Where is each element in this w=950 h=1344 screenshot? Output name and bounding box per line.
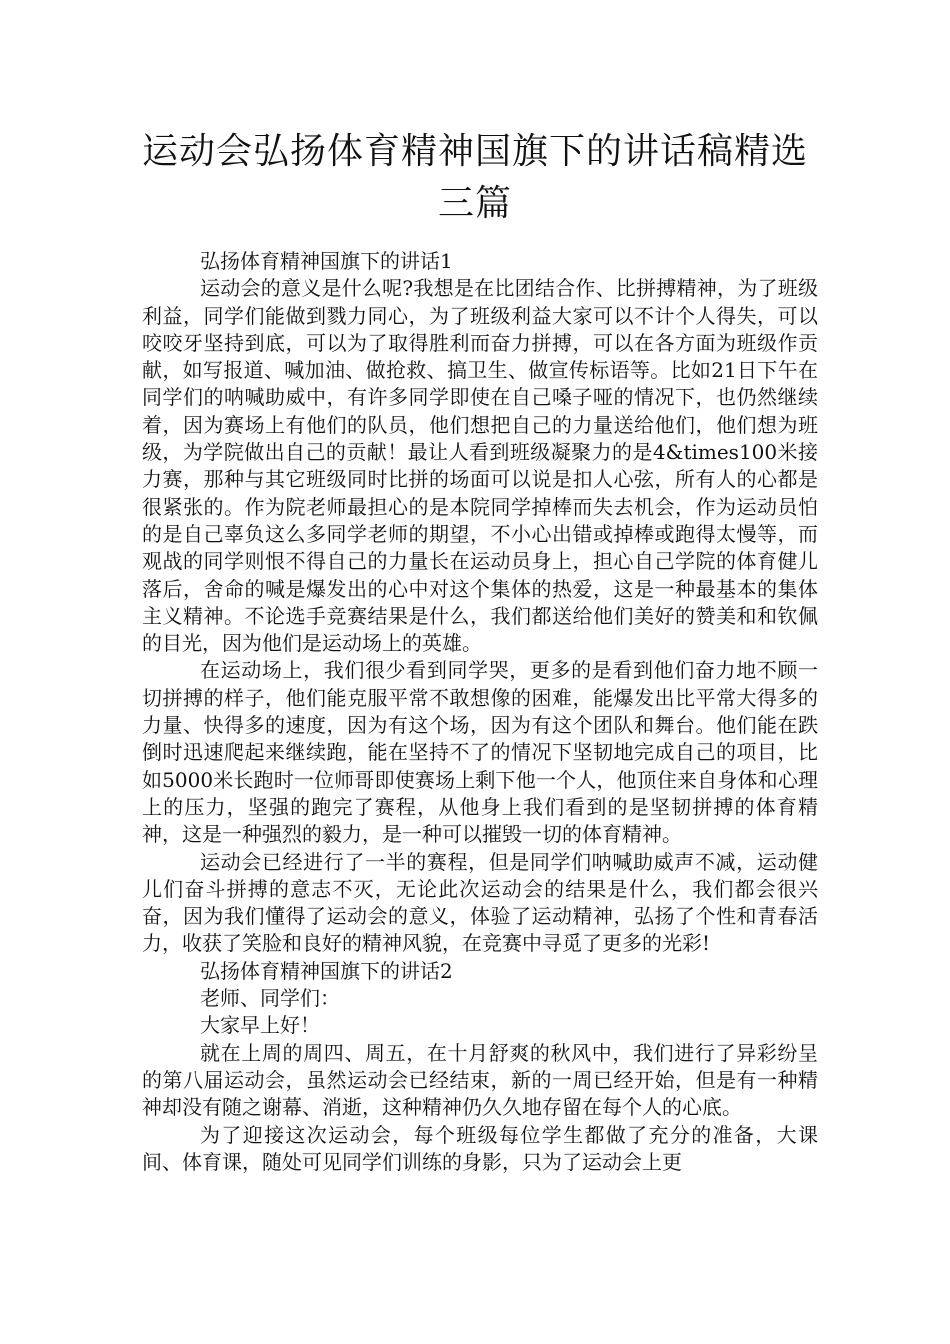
document-title: 运动会弘扬体育精神国旗下的讲话稿精选三篇 [141, 131, 808, 224]
salutation: 老师、同学们： [200, 986, 340, 1011]
paragraph: 就在上周的周四、周五，在十月舒爽的秋风中，我们进行了异彩纷呈的第八届运动会，虽然运动会已经结束，新的一周已经开始，但是有一种精神却没有随之谢幕、消逝，这种精神仍久久地存留在每个人的心底。 [142, 1040, 818, 1120]
paragraph: 在运动场上，我们很少看到同学哭，更多的是看到他们奋力地不顾一切拼搏的样子，他们能克服平常不敢想像的困难，能爆发出比平常大得多的力量、快得多的速度，因为有这个场，因为有这个团队和舞台。他们能在跌倒时迅速爬起来继续跑，能在坚持不了的情况下坚韧地完成自己的项目，比如5000米长跑时一位师哥即使赛场上剩下他一个人，他顶住来自身体和心理上的压力，坚强的跑完了赛程，从他身上我们看到的是坚韧拼搏的体育精神，这是一种强烈的毅力，是一种可以摧毁一切的体育精神。 [142, 658, 818, 847]
section-heading-1: 弘扬体育精神国旗下的讲话1 [200, 249, 453, 273]
greeting: 大家早上好！ [200, 1013, 320, 1038]
section-heading-2: 弘扬体育精神国旗下的讲话2 [200, 958, 453, 983]
paragraph: 为了迎接这次运动会，每个班级每位学生都做了充分的准备，大课间、体育课，随处可见同学们训练的身影，只为了运动会上更 [142, 1122, 818, 1174]
document-body [142, 248, 818, 1176]
paragraph: 运动会的意义是什么呢?我想是在比团结合作、比拼搏精神，为了班级利益，同学们能做到戮力同心，为了班级利益大家可以不计个人得失，可以咬咬牙坚持到底，可以为了取得胜利而奋力拼搏，可以在各方面为班级作贡献，如写报道、喊加油、做抢救、搞卫生、做宣传标语等。比如21日下午在同学们的呐喊助威中，有许多同学即使在自己嗓子哑的情况下，也仍然继续着，因为赛场上有他们的队员，他们想把自己的力量送给他们，他们想为班级，为学院做出自己的贡献！最让人看到班级凝聚力的是4&times100米接力赛，那种与其它班级同时比拼的场面可以说是扣人心弦，所有人的心都是很紧张的。作为院老师最担心的是本院同学掉棒而失去机会，作为运动员怕的是自己辜负这么多同学老师的期望，不小心出错或掉棒或跑得太慢等，而观战的同学则恨不得自己的力量长在运动员身上，担心自己学院的体育健儿落后，舍命的喊是爆发出的心中对这个集体的热爱，这是一种最基本的集体主义精神。不论选手竞赛结果是什么，我们都送给他们美好的赞美和和钦佩的目光，因为他们是运动场上的英雄。 [142, 276, 818, 656]
paragraph: 运动会已经进行了一半的赛程，但是同学们呐喊助威声不减，运动健儿们奋斗拼搏的意志不灭，无论此次运动会的结果是什么，我们都会很兴奋，因为我们懂得了运动会的意义，体验了运动精神，弘扬了个性和青春活力，收获了笑脸和良好的精神风貌，在竞赛中寻觅了更多的光彩! [142, 849, 818, 956]
